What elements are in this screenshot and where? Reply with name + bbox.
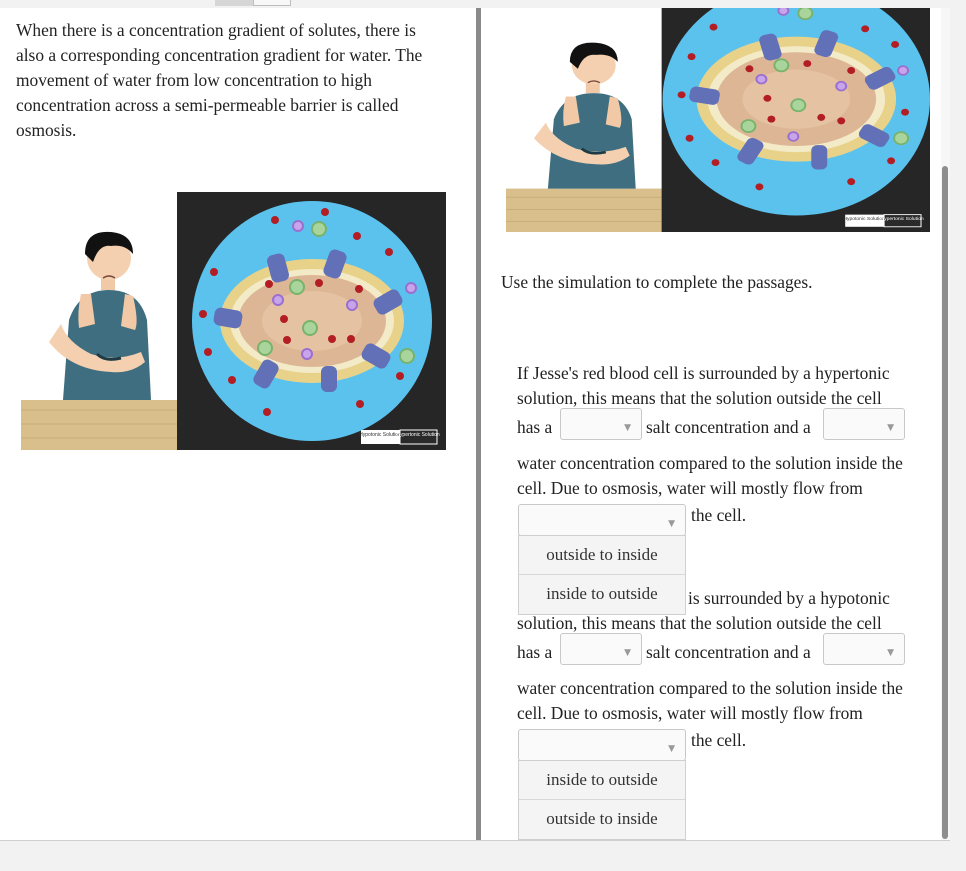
scrollbar-thumb[interactable]	[942, 166, 948, 839]
hypotonic-button[interactable]: Hypotonic Solution	[359, 432, 401, 438]
salt-concentration-dropdown[interactable]	[560, 408, 642, 440]
dropdown-option[interactable]: outside to inside	[519, 536, 685, 575]
scrollbar[interactable]	[941, 8, 950, 841]
chevron-down-icon: ▼	[624, 423, 631, 433]
chevron-down-icon: ▼	[668, 519, 675, 529]
passage-line: cell. Due to osmosis, water will mostly flow from	[517, 478, 863, 498]
intro-line: also a corresponding concentration gradient for water. The	[16, 45, 423, 65]
passage-line: water concentration compared to the solution inside the	[517, 678, 903, 698]
water-flow-dropdown[interactable]	[518, 729, 686, 761]
intro-line: osmosis.	[16, 120, 77, 140]
passage-line: is surrounded by a hypotonic	[688, 588, 890, 608]
left-pane	[0, 8, 476, 841]
intro-paragraph	[16, 18, 456, 143]
top-tab[interactable]	[215, 0, 253, 6]
right-pane	[481, 8, 950, 841]
osmosis-simulation[interactable]	[21, 192, 446, 450]
passage-line: solution, this means that the solution outside the cell	[517, 388, 882, 408]
hypertonic-button[interactable]: Hypertonic Solution	[396, 432, 440, 438]
passage-line: solution, this means that the solution outside the cell	[517, 613, 882, 633]
water-flow-dropdown-menu	[518, 535, 686, 615]
chevron-down-icon: ▼	[624, 648, 631, 658]
chevron-down-icon: ▼	[887, 423, 894, 433]
hypotonic-button[interactable]: Hypotonic Solution	[843, 216, 885, 221]
salt-concentration-dropdown[interactable]	[560, 633, 642, 665]
passage-line: If Jesse's red blood cell is surrounded by a hypertonic	[517, 363, 890, 383]
table-surface	[506, 189, 666, 232]
passage-line: has a	[517, 417, 553, 437]
passage-line: salt concentration and a	[646, 642, 811, 662]
dropdown-option[interactable]: outside to inside	[546, 809, 658, 828]
dropdown-option[interactable]: inside to outside	[546, 584, 658, 603]
water-concentration-dropdown[interactable]	[823, 633, 905, 665]
passage-line: salt concentration and a	[646, 417, 811, 437]
simulation-graphic	[506, 8, 930, 232]
osmosis-simulation[interactable]	[506, 8, 930, 232]
water-flow-dropdown[interactable]	[518, 504, 686, 536]
patient-figure	[534, 43, 636, 189]
water-concentration-dropdown[interactable]	[823, 408, 905, 440]
passage-line: the cell.	[691, 505, 747, 525]
instruction-text: Use the simulation to complete the passages.	[501, 272, 813, 292]
chevron-down-icon: ▼	[887, 648, 894, 658]
passage-line: the cell.	[691, 730, 747, 750]
top-tab[interactable]	[253, 0, 291, 6]
intro-line: movement of water from low concentration to high	[16, 70, 372, 90]
passage-line: water concentration compared to the solution inside the	[517, 453, 903, 473]
hypertonic-button[interactable]: Hypertonic Solution	[880, 216, 924, 221]
simulation-graphic	[21, 192, 446, 450]
passage-line: cell. Due to osmosis, water will mostly flow from	[517, 703, 863, 723]
dropdown-option[interactable]: inside to outside	[519, 761, 685, 800]
bottom-divider	[0, 840, 950, 841]
chevron-down-icon: ▼	[668, 744, 675, 754]
water-flow-dropdown-menu	[518, 760, 686, 840]
passage-line: has a	[517, 642, 553, 662]
table-surface	[21, 400, 181, 450]
patient-figure	[49, 232, 151, 400]
intro-line: concentration across a semi-permeable barrier is called	[16, 95, 399, 115]
intro-line: When there is a concentration gradient of solutes, there is	[16, 20, 416, 40]
top-strip	[0, 0, 950, 8]
